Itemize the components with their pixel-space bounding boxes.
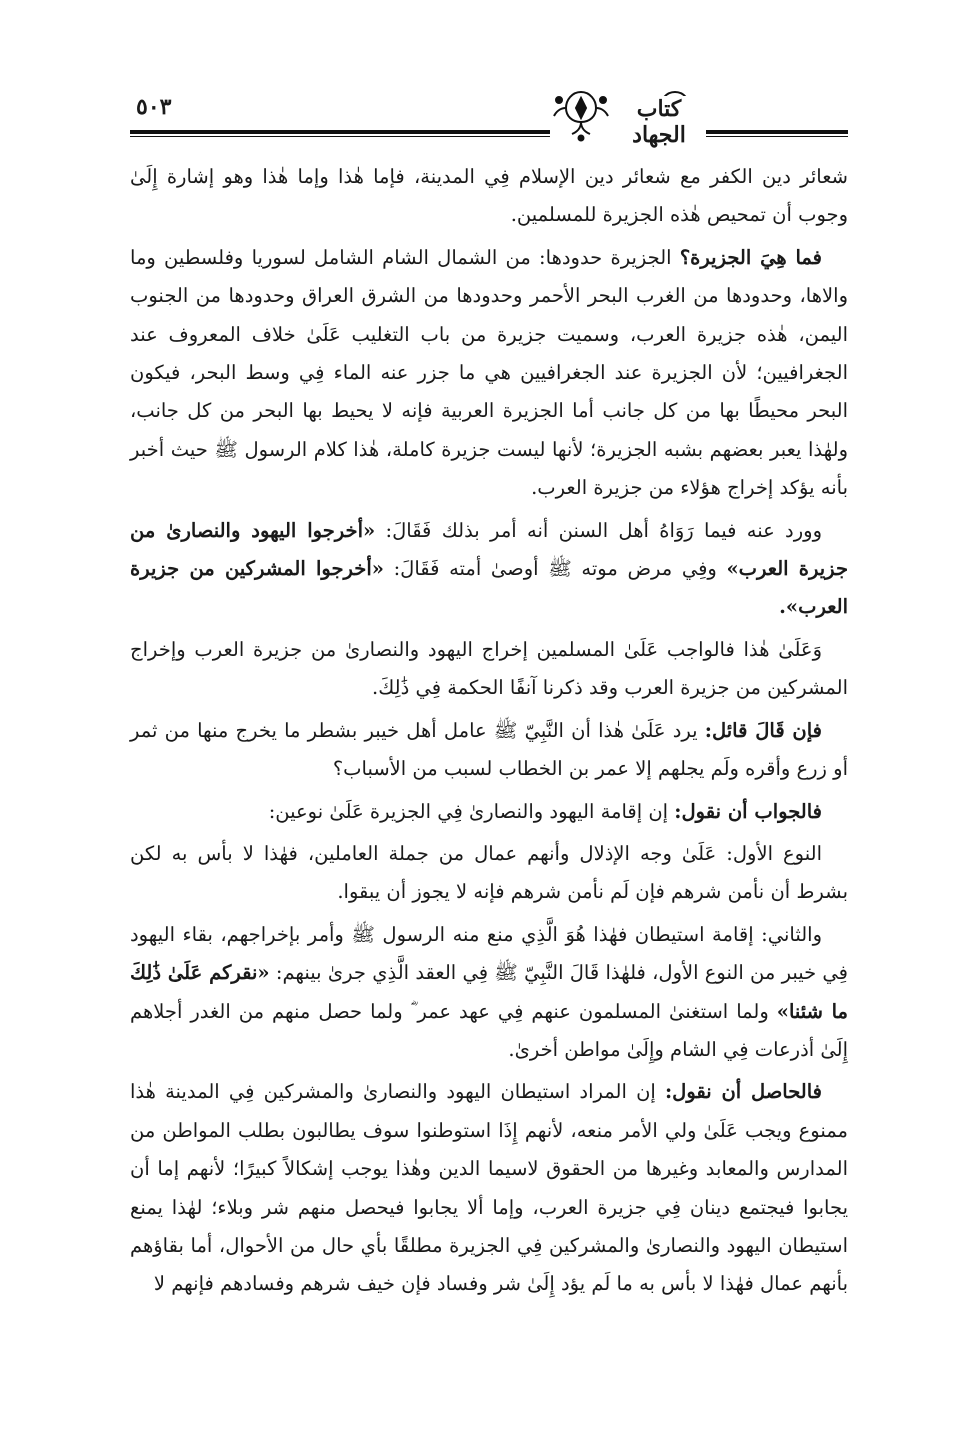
- text-run: وَعَلَىٰ هٰذا فالواجب عَلَىٰ المسلمين إخراج اليهود والنصارىٰ من جزيرة العرب وإخراج المشركين من جزيرة العرب وقد ذكرنا آنفًا الحكمة فِي ذَٰلِكَ.: [130, 637, 848, 700]
- paragraph: [130, 158, 848, 235]
- floral-ornament-icon: [550, 86, 612, 142]
- text-run: وورد عنه فيما رَوَاهُ أهل السنن أنه أمر بذلك فَقَالَ:: [375, 518, 822, 542]
- text-run: شعائر دين الكفر مع شعائر دين الإسلام فِي المدينة، فإما هٰذا وإما هٰذا وهو إشارة إِلَىٰ وجوب أن تمحيص هٰذه الجزيرة للمسلمين.: [130, 165, 848, 227]
- book-title: كتاب الجهاد: [612, 96, 706, 148]
- page-number: ٥٠٣: [130, 94, 206, 120]
- text-run: والثاني: إقامة استيطان فهٰذا هُوَ الَّذِي منع منه الرسول ﷺ وأمر بإخراجهم، بقاء اليهود فِي خيبر من النوع الأول، فلهٰذا قَالَ النَّبِيّ ﷺ فِي العقد الَّذِي جرىٰ بينهم:: [130, 922, 848, 985]
- paragraph: [130, 512, 848, 627]
- text-run: إن إقامة اليهود والنصارىٰ فِي الجزيرة عَلَىٰ نوعين:: [268, 799, 675, 823]
- text-run: يرد عَلَىٰ هٰذا أن النَّبِيّ ﷺ عامل أهل خيبر بشطر ما يخرج منها من ثمر أو زرع وأقره ولَم يجلهم إلا عمر بن الخطاب لسبب من الأسباب؟: [130, 718, 848, 781]
- text-run: الجزيرة حدودها: من الشمال الشام الشامل لسوريا وفلسطين وما والاها، وحدودها من الغرب البحر الأحمر وحدودها من الشرق العراق وحدودها من الجنوب اليمن، هٰذه جزيرة العرب، وسميت جزيرة من باب التغليب عَلَىٰ خلاف المعروف عند الجغرافيين؛ لأن الجزيرة عند الجغرافيين هي ما جزر عنه الماء فِي وسط البحر، فيكون البحر محيطًا بها من كل جانب أما الجزيرة العربية فإنه لا يحيط بها البحر من كل جانب، ولهٰذا يعبر بعضهم بشبه الجزيرة؛ لأنها ليست جزيرة كاملة، هٰذا كلام الرسول ﷺ حيث أخبر بأنه يؤكد إخراج هؤلاء من جزيرة العرب.: [130, 245, 848, 500]
- bold-lead: فما هِيَ الجزيرة؟: [679, 245, 823, 269]
- paragraph: [130, 239, 848, 508]
- paragraph: [130, 712, 848, 789]
- bold-lead: فالحاصل أن نقول:: [664, 1080, 823, 1104]
- text-run: ولما استغنىٰ المسلمون عنهم فِي عهد عمر ؓ ولما حصل منهم من الغدر أجلاهم إِلَىٰ أذرعات فِي الشام وإِلَىٰ مواطن أخرىٰ.: [130, 999, 848, 1061]
- hadith-quote: «نقركم عَلَىٰ ذَٰلِكَ ما شئنا»: [130, 961, 848, 1023]
- hadith-quote: «أخرجوا المشركين من جزيرة العرب».: [130, 557, 848, 619]
- paragraph: [130, 1073, 848, 1303]
- text-run: النوع الأول: عَلَىٰ وجه الإذلال وأنهم عمال من جملة العاملين، فهٰذا لا بأس به لكن بشرط أن نأمن شرهم فإن لَم نأمن شرهم فإنه لا يجوز أن يبقوا.: [130, 841, 848, 904]
- paragraph: [130, 793, 848, 831]
- hadith-quote: «أخرجوا اليهود والنصارىٰ من جزيرة العرب»: [130, 518, 848, 581]
- header-rule-thick: [130, 130, 848, 134]
- running-header: [130, 86, 848, 148]
- text-run: إن المراد استيطان اليهود والنصارىٰ والمشركين فِي المدينة هٰذا ممنوع ويجب عَلَىٰ ولي الأمر منعه، لأنهم إِذَا استوطنوا سوف يطالبون بطلب المواطن من المدارس والمعابد وغيرها من الحقوق لاسيما الدين وهٰذا يوجب إشكالاً كبيرًا؛ لأنهم إما أن يجابوا فيجتمع دينان فِي جزيرة العرب، وإما ألا يجابوا فيحصل منهم شر وبلاء؛ لهٰذا يمنع استيطان اليهود والنصارىٰ والمشركين فِي الجزيرة مطلقًا بأي حال من الأحوال، أما بقاؤهم بأنهم عمال فهٰذا لا بأس به ما لَم يؤد إِلَىٰ شر وفساد فإن خيف شرهم وفسادهم فإنهم لا: [130, 1080, 848, 1296]
- paragraph: [130, 916, 848, 1070]
- text-run: وفِي مرض موته ﷺ أوصىٰ أمته فَقَالَ:: [383, 557, 727, 581]
- bold-lead: فإن قَالَ قائل:: [704, 718, 823, 742]
- paragraph: [130, 835, 848, 912]
- header-rule-thin: [130, 136, 848, 137]
- paragraph: [130, 631, 848, 708]
- body-text: [130, 158, 848, 1308]
- bold-lead: فالجواب أن نقول:: [674, 799, 822, 823]
